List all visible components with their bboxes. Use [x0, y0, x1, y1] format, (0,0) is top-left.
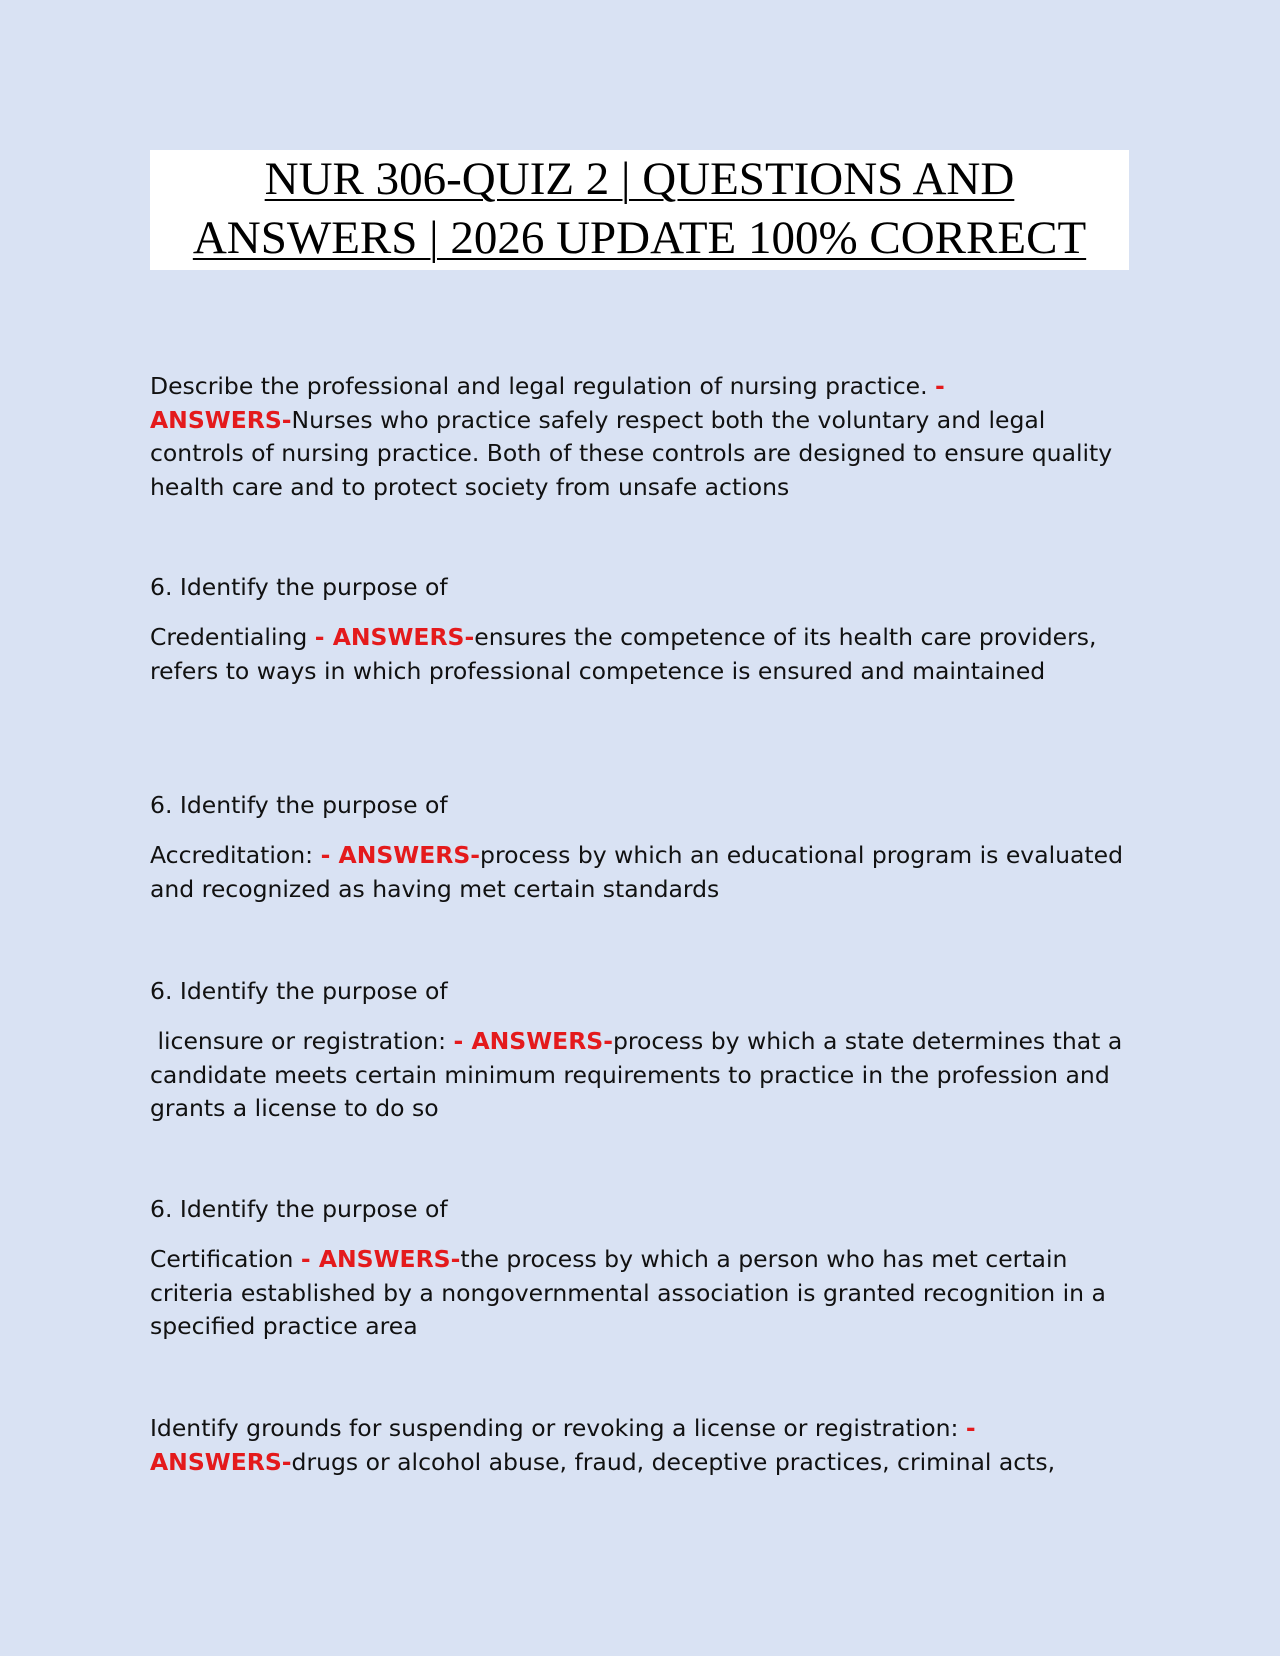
- answer-text: process by which a state determines that a candidate meets certain minimum requirements to practice in the profession and grants a license to do so: [150, 1027, 1130, 1122]
- answer-text: Nurses who practice safely respect both the voluntary and legal controls of nursing practice. Both of these controls are designed to ensure quality health care and to protect society from unsafe actions: [150, 405, 1113, 501]
- answer-marker: -: [965, 1414, 976, 1442]
- qa-item-grounds: [150, 1412, 1130, 1479]
- qa-item-certification: [150, 1243, 1130, 1344]
- answer-text: ensures the competence of its health care providers, refers to ways in which professional competence is ensured and maintained: [150, 623, 1097, 685]
- answer-marker: ANSWERS-: [150, 405, 292, 434]
- answer-marker: - ANSWERS-: [320, 841, 481, 869]
- qa-item-licensure: [150, 1025, 1130, 1126]
- qa-item-regulation: [150, 370, 1130, 504]
- question-text: Certification: [150, 1245, 301, 1273]
- title-line-1: NUR 306-QUIZ 2 | QUESTIONS AND: [264, 153, 1015, 205]
- answer-text: the process by which a person who has met certain criteria established by a nongovernmental association is granted recognition in a specified practice area: [150, 1245, 1106, 1340]
- answer-text: process by which an educational program is evaluated and recognized as having met certain standards: [150, 841, 1124, 903]
- answer-text: drugs or alcohol abuse, fraud, deceptive practices, criminal acts,: [291, 1447, 1056, 1476]
- answer-marker: ANSWERS-: [150, 1447, 292, 1476]
- question-text: licensure or registration:: [150, 1027, 454, 1055]
- question-text: Accreditation:: [150, 841, 321, 869]
- title-line-2: ANSWERS | 2026 UPDATE 100% CORRECT: [192, 212, 1087, 264]
- answer-marker: -: [935, 372, 945, 400]
- prompt-text: 6. Identify the purpose of: [150, 573, 448, 601]
- question-text: Describe the professional and legal regulation of nursing practice.: [150, 372, 936, 400]
- question-text: Credentialing: [150, 623, 315, 651]
- prompt-text: 6. Identify the purpose of: [150, 791, 448, 819]
- answer-marker: - ANSWERS-: [314, 623, 475, 651]
- qa-item-credentialing: [150, 621, 1130, 688]
- answer-marker: - ANSWERS-: [300, 1245, 461, 1273]
- answer-marker: - ANSWERS-: [453, 1027, 613, 1055]
- question-text: Identify grounds for suspending or revoking a license or registration:: [150, 1414, 966, 1442]
- prompt-text: 6. Identify the purpose of: [150, 1195, 448, 1223]
- document-title: [150, 150, 1129, 270]
- prompt-text: 6. Identify the purpose of: [150, 977, 448, 1005]
- qa-item-accreditation: [150, 839, 1130, 906]
